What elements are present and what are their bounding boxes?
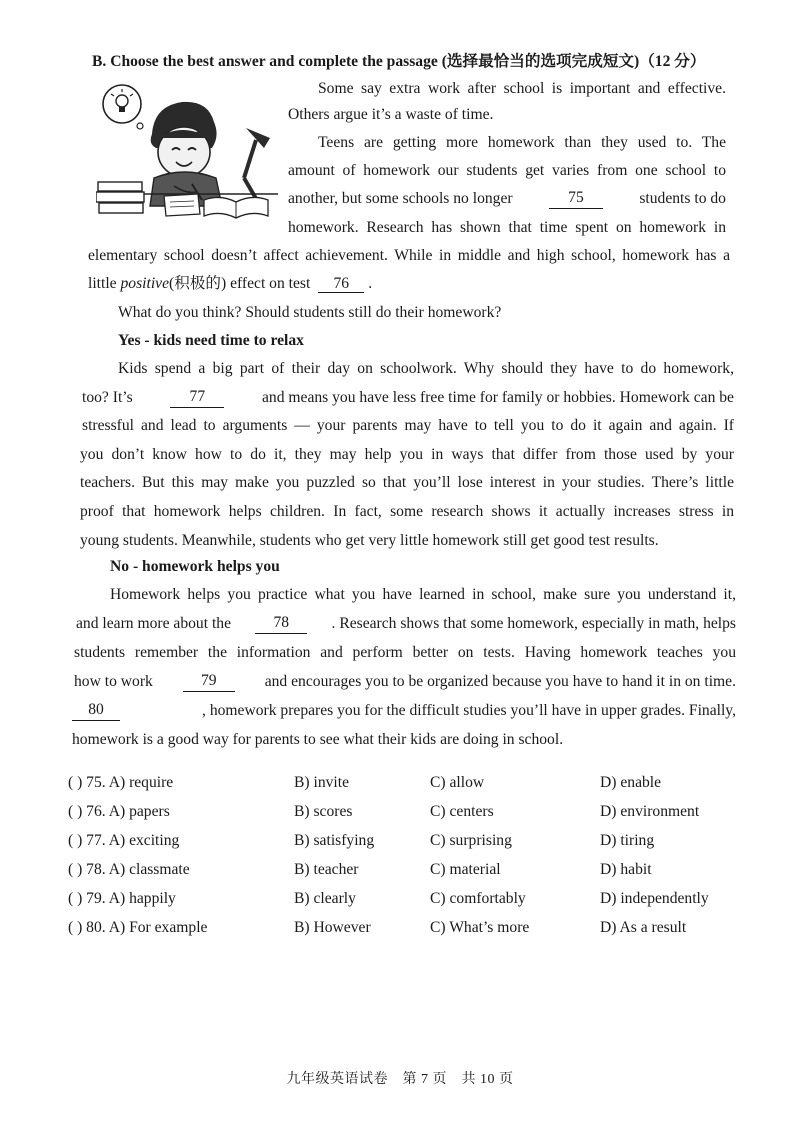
passage-text: how to work [74, 673, 153, 690]
passage-text: . Research shows that some homework, especially in math, helps [331, 615, 736, 632]
blank-75[interactable]: 75 [549, 189, 603, 209]
passage-text: (积极的) effect on test [169, 275, 311, 292]
option-d[interactable]: D) As a result [600, 919, 687, 936]
passage-italic-word: positive [120, 275, 170, 292]
option-b[interactable]: B) scores [294, 803, 353, 820]
passage-line: amount of homework our students get varies from one school to [288, 162, 726, 179]
option-c[interactable]: C) comfortably [430, 890, 526, 907]
question-78[interactable]: ( ) 78. A) classmate [68, 861, 190, 878]
passage-text: little [88, 275, 117, 292]
option-d[interactable]: D) independently [600, 890, 709, 907]
option-d[interactable]: D) habit [600, 861, 652, 878]
question-76[interactable]: ( ) 76. A) papers [68, 803, 170, 820]
option-d[interactable]: D) environment [600, 803, 700, 820]
passage-line: Kids spend a big part of their day on schoolwork. Why should they have to do homework, [118, 360, 734, 377]
blank-76[interactable]: 76 [318, 275, 364, 293]
passage-text: and means you have less free time for family or hobbies. Homework can be [261, 389, 734, 406]
passage-line [88, 274, 372, 294]
option-b[interactable]: B) satisfying [294, 832, 375, 849]
passage-line: Others argue it’s a waste of time. [288, 106, 494, 123]
question-80[interactable]: ( ) 80. A) For example [68, 919, 208, 936]
option-b[interactable]: B) clearly [294, 890, 356, 907]
passage-line: stressful and lead to arguments — your parents may have to tell you to do it again and again. If [82, 417, 734, 434]
passage-text: and encourages you to be organized because you have to hand it in on time. [264, 673, 736, 690]
passage-text: students to do [639, 190, 726, 207]
passage-line: teachers. But this may make you puzzled so that you’ll lose interest in your studies. There’s little [80, 474, 734, 491]
option-c[interactable]: C) material [430, 861, 501, 878]
passage-line: proof that homework helps children. In fact, some research shows it actually increases stress in [80, 503, 734, 520]
passage-line: Teens are getting more homework than they used to. The [318, 134, 726, 151]
student-homework-illustration [96, 82, 278, 222]
passage-line: Some say extra work after school is important and effective. [318, 80, 726, 97]
question-79[interactable]: ( ) 79. A) happily [68, 890, 176, 907]
option-b[interactable]: B) However [294, 919, 371, 936]
passage-line: young students. Meanwhile, students who get very little homework still get good test results. [80, 532, 659, 549]
no-heading: No - homework helps you [110, 558, 280, 575]
option-b[interactable]: B) invite [294, 774, 350, 791]
option-c[interactable]: C) What’s more [430, 919, 530, 936]
yes-heading: Yes - kids need time to relax [118, 332, 304, 349]
passage-line [82, 388, 734, 408]
option-d[interactable]: D) enable [600, 774, 662, 791]
passage-line: elementary school doesn’t affect achievement. While in middle and high school, homework has a [88, 247, 730, 264]
question-75[interactable]: ( ) 75. A) require [68, 774, 174, 791]
passage-text: another, but some schools no longer [288, 190, 513, 207]
passage-text: and learn more about the [76, 615, 232, 632]
question-77[interactable]: ( ) 77. A) exciting [68, 832, 180, 849]
section-title: B. Choose the best answer and complete the passage (选择最恰当的选项完成短文)（12 分） [92, 53, 706, 70]
passage-line: students remember the information and perform better on tests. Having homework teaches you [74, 644, 736, 661]
page-footer: 九年级英语试卷 第 7 页 共 10 页 [286, 1072, 514, 1087]
passage-line: homework is a good way for parents to see what their kids are doing in school. [72, 731, 564, 748]
blank-79[interactable]: 79 [183, 672, 235, 692]
blank-77[interactable]: 77 [170, 388, 224, 408]
option-c[interactable]: C) allow [430, 774, 485, 791]
passage-line [72, 701, 736, 721]
passage-line: homework. Research has shown that time spent on homework in [288, 219, 726, 236]
passage-text: . [368, 275, 373, 292]
passage-line: you don’t know how to do it, they may help you in ways that differ from those used by your [80, 446, 734, 463]
option-d[interactable]: D) tiring [600, 832, 655, 849]
option-c[interactable]: C) centers [430, 803, 494, 820]
passage-line: Homework helps you practice what you have learned in school, make sure you understand it, [110, 586, 736, 603]
passage-line [76, 614, 736, 634]
blank-78[interactable]: 78 [255, 614, 307, 634]
passage-line [288, 189, 726, 209]
passage-text: too? It’s [82, 389, 133, 406]
option-b[interactable]: B) teacher [294, 861, 359, 878]
passage-line: What do you think? Should students still do their homework? [118, 304, 502, 321]
option-c[interactable]: C) surprising [430, 832, 512, 849]
passage-text: , homework prepares you for the difficult studies you’ll have in upper grades. Finally, [202, 702, 736, 719]
passage-line [74, 672, 736, 692]
blank-80[interactable]: 80 [72, 701, 120, 721]
